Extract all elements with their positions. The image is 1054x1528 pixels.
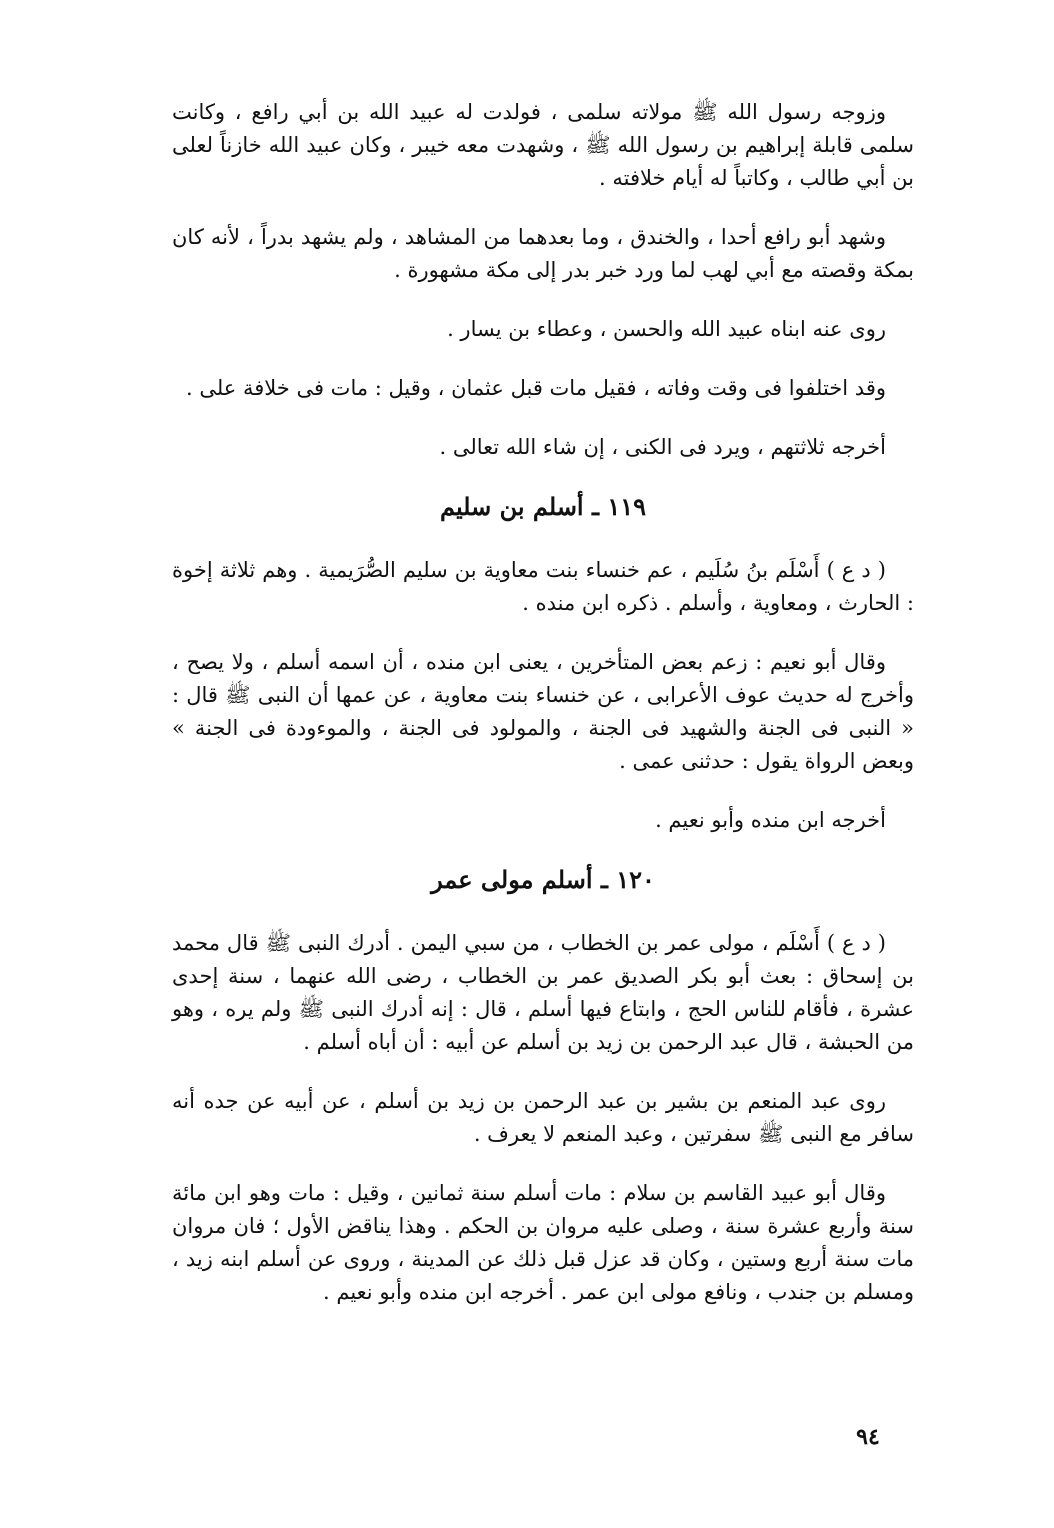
paragraph-abu-rafi-wife: وزوجه رسول الله ﷺ مولاته سلمى ، فولدت له عبيد الله بن أبي رافع ، وكانت سلمى قابلة إبراهيم بن رسول الله ﷺ ، وشهدت معه خيبر ، وكان عبيد الله خازناً لعلى بن أبي طالب ، وكاتباً له أيام خلافته . bbox=[172, 100, 914, 190]
paragraph-aslam-bin-sulaym-source: أخرجه ابن منده وأبو نعيم . bbox=[655, 808, 886, 832]
paragraph-aslam-mawla-umar-narration: روى عبد المنعم بن بشير بن عبد الرحمن بن زيد بن أسلم ، عن أبيه عن جده أنه سافر مع النبى ﷺ سفرتين ، وعبد المنعم لا يعرف . bbox=[172, 1089, 914, 1146]
page-number: ٩٤ bbox=[856, 1424, 880, 1450]
paragraph-aslam-mawla-umar-death: وقال أبو عبيد القاسم بن سلام : مات أسلم سنة ثمانين ، وقيل : مات وهو ابن مائة سنة وأربع عشرة سنة ، وصلى عليه مروان بن الحكم . وهذا يناقض الأول ؛ فان مروان مات سنة أربع وستين ، وكان قد عزل قبل ذلك عن المدينة ، وروى عن أسلم ابنه زيد ، ومسلم بن جندب ، ونافع مولى ابن عمر . أخرجه ابن منده وأبو نعيم . bbox=[172, 1181, 914, 1304]
entry-heading-119: ١١٩ ـ أسلم بن سليم bbox=[439, 492, 647, 521]
paragraph-aslam-bin-sulaym-abu-nuaym: وقال أبو نعيم : زعم بعض المتأخرين ، يعنى ابن منده ، أن اسمه أسلم ، ولا يصح ، وأخرج له حديث عوف الأعرابى ، عن خنساء بنت معاوية ، عن عمها أن النبى ﷺ قال : « النبى فى الجنة والشهيد فى الجنة ، والمولود فى الجنة ، والموءودة فى الجنة » وبعض الرواة يقول : حدثنى عمى . bbox=[172, 650, 914, 773]
paragraph-aslam-mawla-umar-intro: ( د ع ) أَسْلَم ، مولى عمر بن الخطاب ، من سبي اليمن . أدرك النبى ﷺ قال محمد بن إسحاق : بعث أبو بكر الصديق عمر بن الخطاب ، رضى الله عنهما ، سنة إحدى عشرة ، فأقام للناس الحج ، وابتاع فيها أسلم ، قال : إنه أدرك النبى ﷺ ولم يره ، وهو من الحبشة ، قال عبد الرحمن بن زيد بن أسلم عن أبيه : أن أباه أسلم . bbox=[172, 931, 914, 1054]
paragraph-abu-rafi-narrators: روى عنه ابناه عبيد الله والحسن ، وعطاء بن يسار . bbox=[447, 317, 886, 341]
paragraph-abu-rafi-battles: وشهد أبو رافع أحدا ، والخندق ، وما بعدهما من المشاهد ، ولم يشهد بدراً ، لأنه كان بمكة وقصته مع أبي لهب لما ورد خبر بدر إلى مكة مشهورة . bbox=[172, 225, 914, 282]
entry-heading-120: ١٢٠ ـ أسلم مولى عمر bbox=[431, 865, 655, 894]
paragraph-abu-rafi-source: أخرجه ثلاثتهم ، ويرد فى الكنى ، إن شاء الله تعالى . bbox=[439, 435, 886, 459]
paragraph-aslam-bin-sulaym-intro: ( د ع ) أَسْلَم بنُ سُلَيم ، عم خنساء بنت معاوية بن سليم الصُّرَيمية . وهم ثلاثة إخوة : الحارث ، ومعاوية ، وأسلم . ذكره ابن منده . bbox=[172, 558, 914, 615]
paragraph-abu-rafi-death: وقد اختلفوا فى وقت وفاته ، فقيل مات قبل عثمان ، وقيل : مات فى خلافة على . bbox=[185, 376, 886, 400]
page-content bbox=[172, 96, 914, 1335]
